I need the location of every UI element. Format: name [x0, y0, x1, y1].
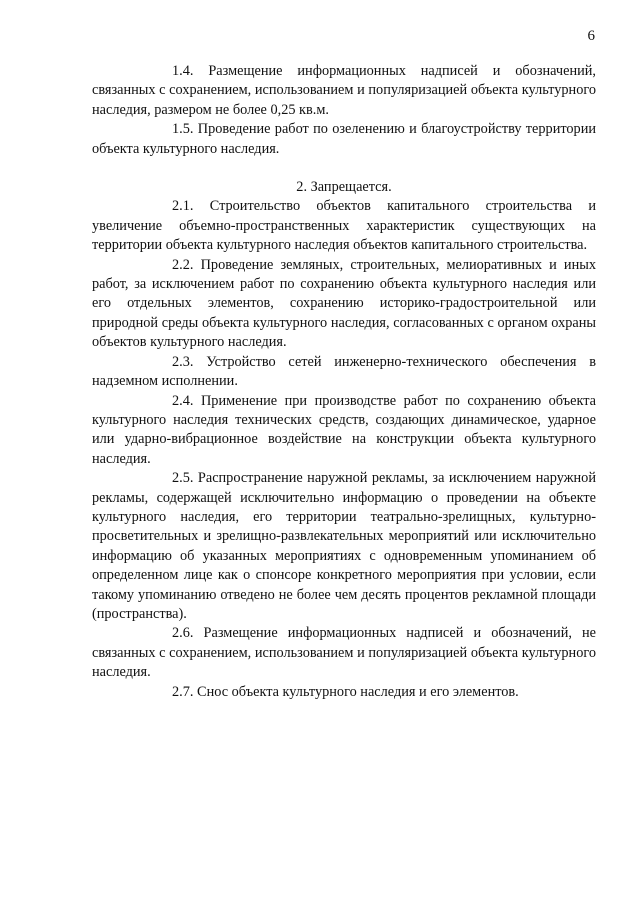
list-item-1-4	[92, 62, 596, 120]
item-number: 2.2.	[172, 256, 194, 273]
list-item-2-1	[92, 197, 596, 255]
item-number: 1.5.	[172, 121, 194, 138]
item-number: 2.6.	[172, 625, 194, 642]
item-text: Проведение работ по озеленению и благоустройству территории объекта культурного наследия.	[92, 121, 597, 157]
section-heading: 2. Запрещается.	[296, 179, 392, 196]
item-number: 2.5.	[172, 470, 194, 487]
item-text: Применение при производстве работ по сохранению объекта культурного наследия технических средств, создающих динамическое, ударное или ударно-вибрационное воздействие на конструкции объекта культурного наследия.	[92, 392, 596, 467]
item-text: Размещение информационных надписей и обозначений, связанных с сохранением, использованием и популяризацией объекта культурного наследия, размером не более 0,25 кв.м.	[92, 63, 596, 118]
item-number: 2.1.	[172, 198, 194, 215]
document-body	[92, 62, 596, 702]
item-text: Снос объекта культурного наследия и его элементов.	[197, 683, 519, 700]
item-text: Проведение земляных, строительных, мелиоративных и иных работ, за исключением работ по сохранению объекта культурного наследия или его отдельных элементов, сохранению историко-градостроительной или природной среды объекта культурного наследия, согласованных с органом охраны объектов культурного наследия.	[92, 256, 596, 351]
item-text: Устройство сетей инженерно-технического обеспечения в надземном исполнении.	[92, 353, 596, 390]
list-item-2-2	[92, 256, 596, 353]
list-item-2-4	[92, 392, 596, 470]
list-item-2-6	[92, 624, 596, 682]
list-item-2-5	[92, 469, 596, 624]
item-text: Строительство объектов капитального строительства и увеличение объемно-пространственных характеристик существующих на территории объекта культурного наследия объектов капитального строительства.	[92, 198, 596, 254]
item-text: Размещение информационных надписей и обозначений, не связанных с сохранением, использованием и популяризацией объекта культурного наследия.	[92, 625, 596, 681]
item-number: 1.4.	[172, 63, 194, 79]
item-number: 2.4.	[172, 392, 194, 409]
list-item-2-7	[92, 683, 596, 702]
list-item-2-3	[92, 353, 596, 392]
item-number: 2.3.	[172, 353, 194, 370]
item-number: 2.7.	[172, 683, 194, 700]
list-item-1-5	[92, 120, 596, 159]
page-number: 6	[587, 28, 595, 44]
item-text: Распространение наружной рекламы, за исключением наружной рекламы, содержащей исключительно информацию о проведении на объекте культурного наследия, его территории театрально-зрелищных, культурно-просветительных и зрелищно-развлекательных мероприятий или исключительно информацию об указанных мероприятиях с одновременным упоминанием об определенном лице как о спонсоре конкретного мероприятия при условии, если такому упоминанию отведено не более чем десять процентов рекламной площади (пространства).	[92, 470, 596, 622]
